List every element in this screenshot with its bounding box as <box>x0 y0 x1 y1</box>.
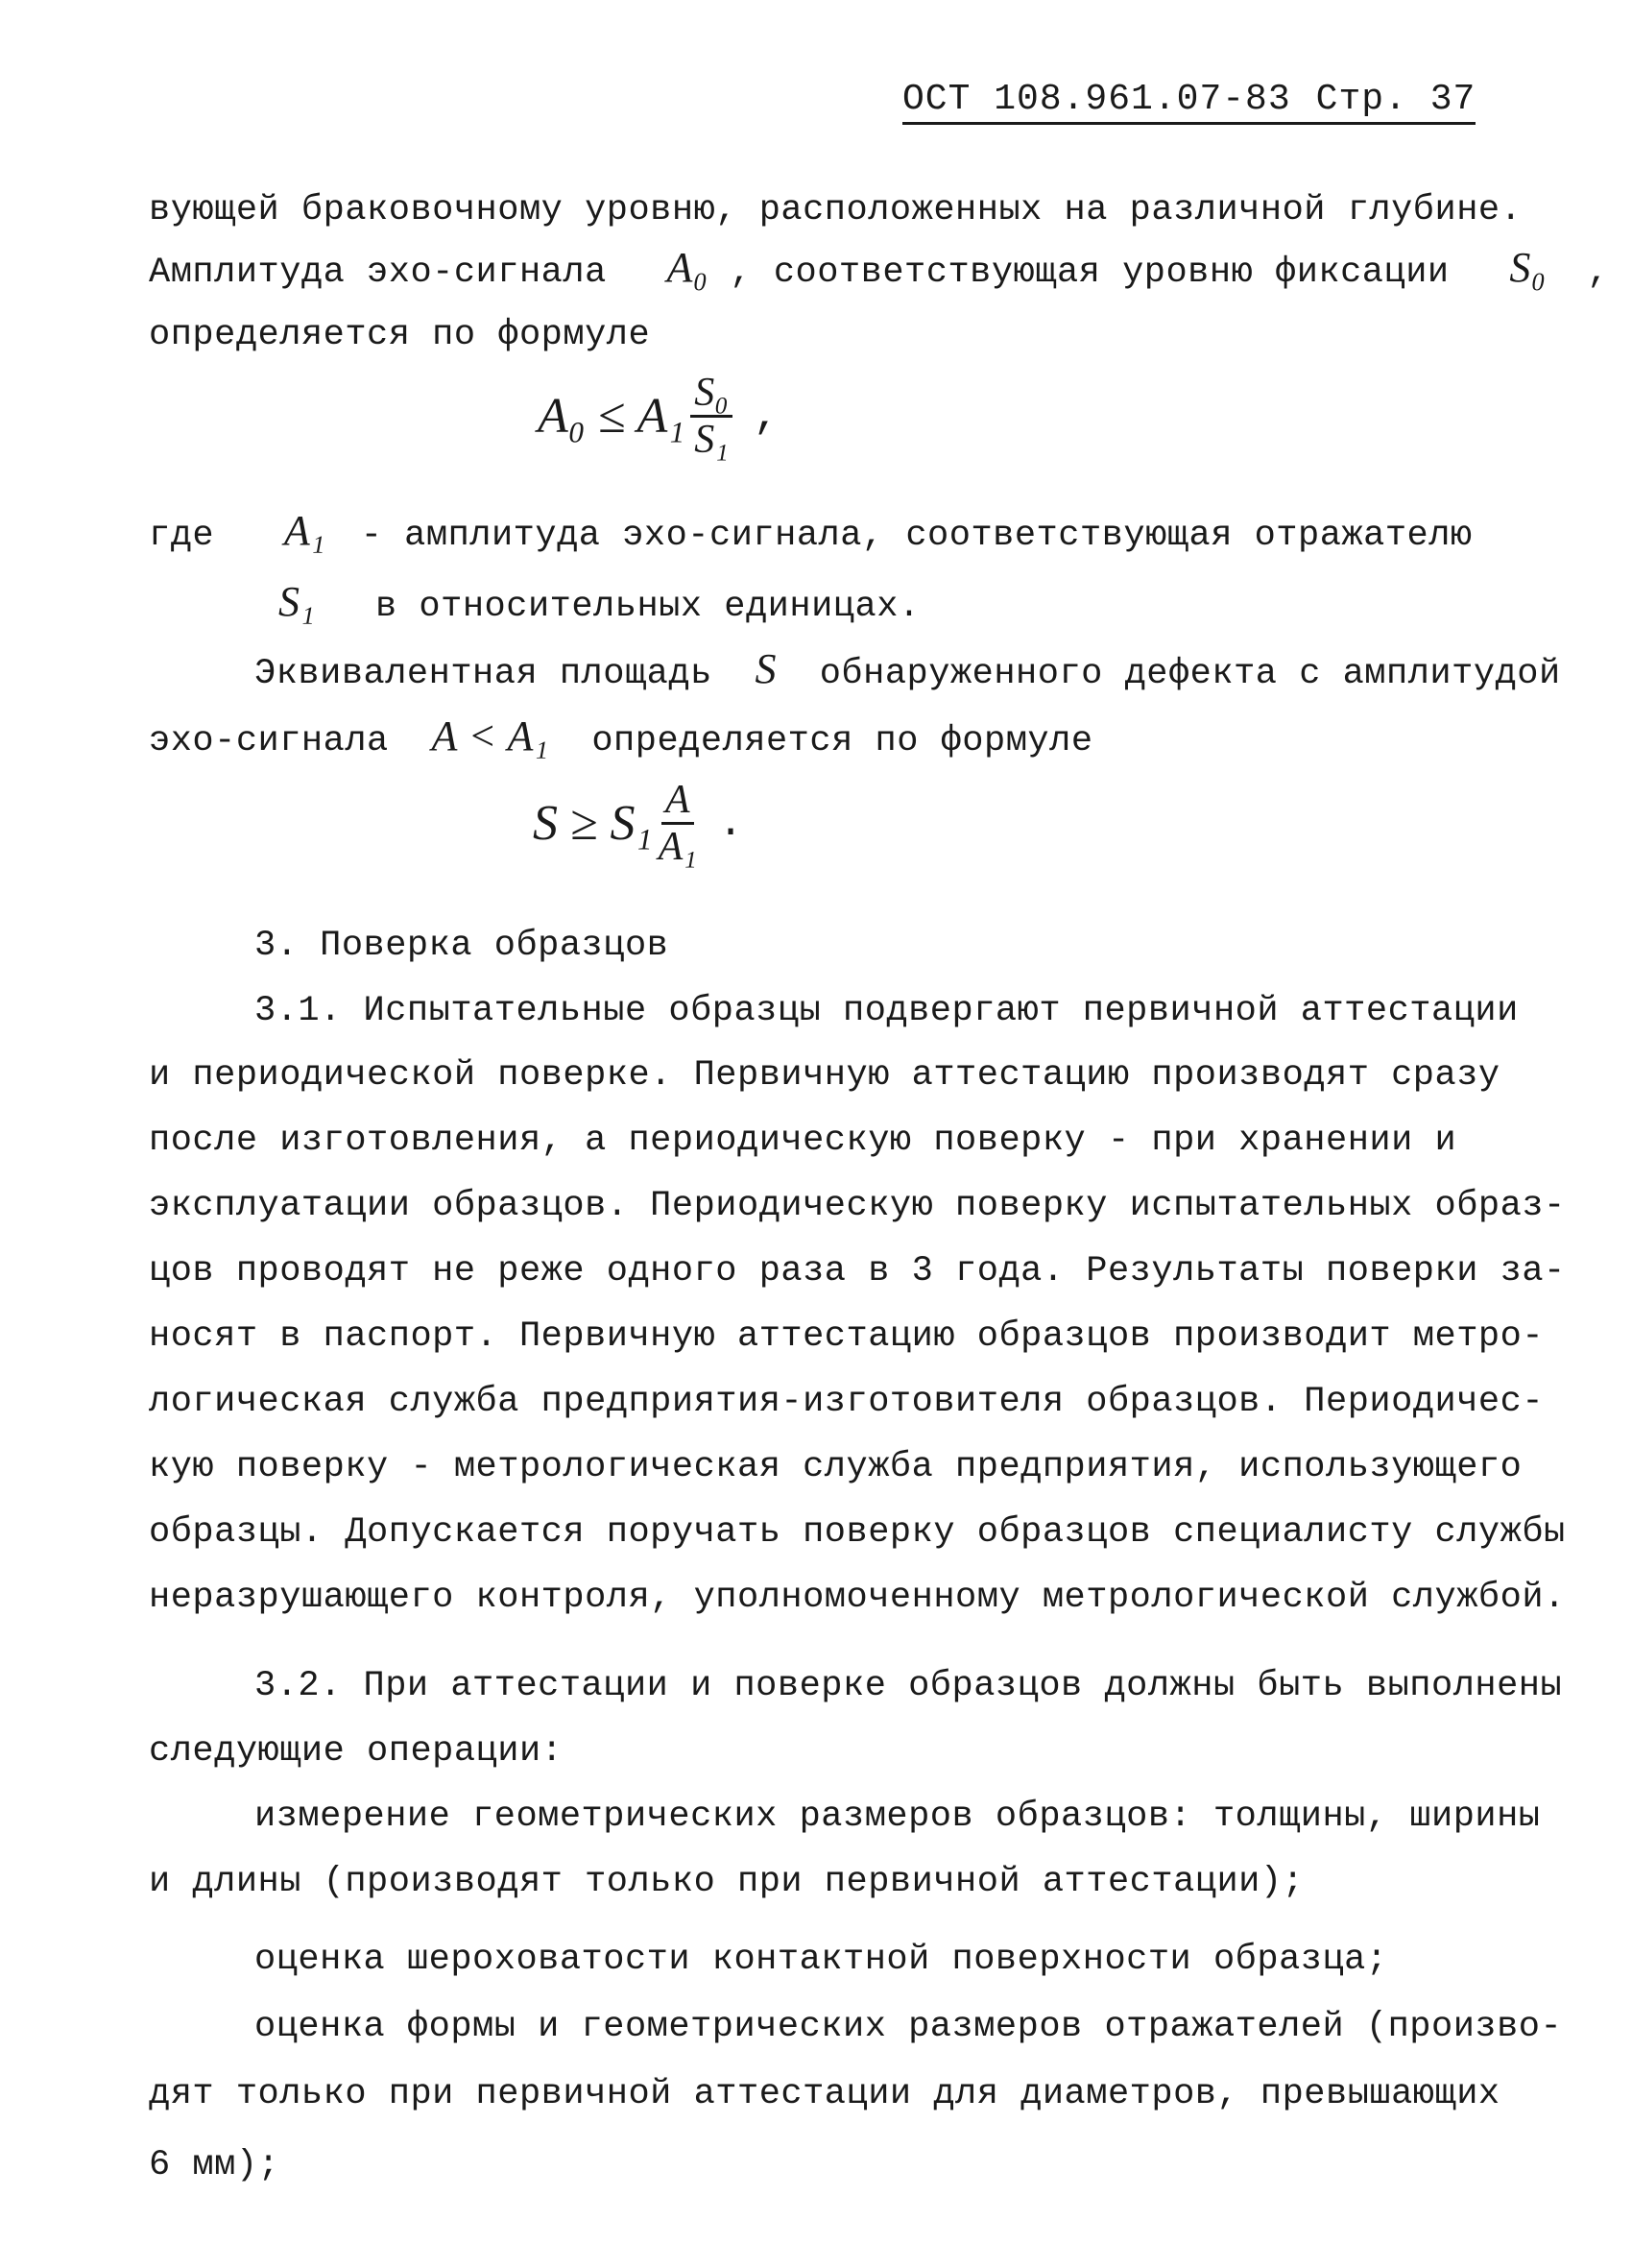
text-fragment: эхо-сигнала <box>149 721 389 761</box>
list-item-line: оценка формы и геометрических размеров отражателей (произво- <box>254 2007 1563 2047</box>
fraction <box>659 780 697 867</box>
formula-lhs: A₀ ≤ A₁ <box>538 389 685 444</box>
section-heading: 3. Поверка образцов <box>254 926 669 966</box>
list-item-line: оценка шероховатости контактной поверхности образца; <box>254 1940 1388 1980</box>
formula-amplitude <box>538 373 779 460</box>
fraction-numerator: S₀ <box>690 373 732 418</box>
text-line: определяется по формуле <box>149 315 651 355</box>
text-fragment: , <box>1587 253 1610 293</box>
list-item-line: и длины (производят только при первичной аттестации); <box>149 1862 1305 1902</box>
fraction-denominator: A₁ <box>658 825 697 869</box>
formula-punctuation: . <box>717 799 744 848</box>
definition-line <box>278 580 921 629</box>
math-symbol: A₁ <box>283 507 326 554</box>
fraction <box>690 373 732 460</box>
document-code: ОСТ 108.961.07-83 <box>902 79 1291 120</box>
paragraph-line: логическая служба предприятия-изготовителя образцов. Периодичес- <box>149 1382 1545 1422</box>
text-fragment: Амплитуда эхо-сигнала <box>149 253 607 293</box>
list-item-line: дят только при первичной аттестации для диаметров, превышающих <box>149 2074 1500 2114</box>
math-symbol: S₁ <box>278 578 316 625</box>
list-item-line: 6 мм); <box>149 2145 280 2185</box>
fraction-numerator: A <box>661 780 694 825</box>
where-word: где <box>149 516 215 556</box>
text-fragment: в относительных единицах. <box>375 587 921 627</box>
math-symbol: S <box>755 645 777 692</box>
definition-line <box>149 509 1473 558</box>
fraction-denominator: S₁ <box>694 418 729 462</box>
text-line <box>149 714 1093 763</box>
text-line <box>254 647 1561 696</box>
page-number: Стр. 37 <box>1315 79 1476 120</box>
paragraph-line: после изготовления, а периодическую поверку - при хранении и <box>149 1121 1457 1161</box>
math-symbol: S₀ <box>1509 244 1547 291</box>
list-item-line: измерение геометрических размеров образцов: толщины, ширины <box>254 1797 1541 1837</box>
paragraph-line: цов проводят не реже одного раза в 3 года. Результаты поверки за- <box>149 1251 1566 1291</box>
text-fragment: обнаруженного дефекта с амплитудой <box>819 654 1561 694</box>
paragraph-line: и периодической поверке. Первичную аттестацию производят сразу <box>149 1055 1500 1096</box>
text-line <box>149 246 1609 295</box>
paragraph-line: следующие операции: <box>149 1731 564 1772</box>
text-fragment: , соответствующая уровню фиксации <box>730 253 1450 293</box>
paragraph-line: 3.2. При аттестации и поверке образцов должны быть выполнены <box>254 1666 1563 1706</box>
math-symbol: A < A₁ <box>431 712 549 760</box>
text-line: вующей браковочному уровню, расположенных на различной глубине. <box>149 190 1523 230</box>
paragraph-line: образцы. Допускается поручать поверку образцов специалисту службы <box>149 1512 1566 1553</box>
paragraph-line: 3.1. Испытательные образцы подвергают первичной аттестации <box>254 991 1519 1031</box>
text-fragment: Эквивалентная площадь <box>254 654 712 694</box>
formula-punctuation: , <box>753 392 780 441</box>
formula-lhs: S ≥ S₁ <box>533 796 653 851</box>
text-fragment: - амплитуда эхо-сигнала, соответствующая отражателю <box>360 516 1473 556</box>
formula-equivalent-area <box>533 780 743 867</box>
paragraph-line: носят в паспорт. Первичную аттестацию образцов производит метро- <box>149 1316 1545 1357</box>
math-symbol: A₀ <box>666 244 708 291</box>
paragraph-line: эксплуатации образцов. Периодическую поверку испытательных образ- <box>149 1186 1566 1226</box>
paragraph-line: неразрушающего контроля, уполномоченному метрологической службой. <box>149 1578 1566 1618</box>
paragraph-line: кую поверку - метрологическая служба предприятия, использующего <box>149 1447 1523 1487</box>
text-fragment: определяется по формуле <box>591 721 1093 761</box>
page-header <box>902 79 1476 125</box>
